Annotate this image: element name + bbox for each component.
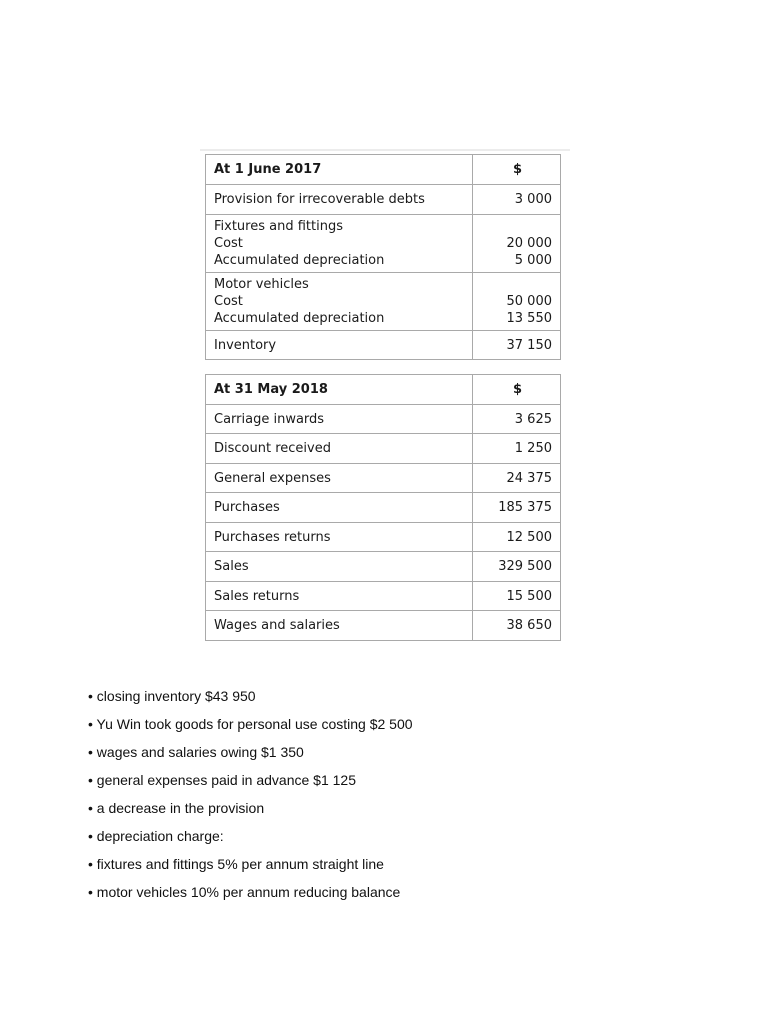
table-header-row <box>206 155 561 185</box>
list-item: • Yu Win took goods for personal use costing $2 500 <box>88 716 413 732</box>
row-amount: 37 150 <box>473 331 561 360</box>
table-row <box>206 331 561 360</box>
table-row <box>206 493 561 523</box>
table-row <box>206 611 561 641</box>
motor-vehicles-cost-amount: 50 000 <box>506 294 552 309</box>
table-row <box>206 185 561 215</box>
fixtures-depreciation-amount: 5 000 <box>514 253 552 268</box>
additional-information-list <box>88 687 413 911</box>
table-row <box>206 582 561 611</box>
row-label: Provision for irrecoverable debts <box>206 185 473 215</box>
row-label: Wages and salaries <box>206 611 473 641</box>
row-amount: 3 000 <box>473 185 561 215</box>
row-label: Purchases returns <box>206 523 473 552</box>
row-label: Inventory <box>206 331 473 360</box>
row-amount: 329 500 <box>473 552 561 582</box>
list-item: • closing inventory $43 950 <box>88 688 256 704</box>
motor-vehicles-amounts-cell <box>473 273 561 331</box>
list-item: • fixtures and fittings 5% per annum straight line <box>88 856 384 872</box>
fixtures-depreciation-label: Accumulated depreciation <box>214 253 385 268</box>
list-item: • general expenses paid in advance $1 125 <box>88 772 356 788</box>
header-currency-label: $ <box>473 375 561 405</box>
table-row <box>206 273 561 331</box>
row-label: Sales returns <box>206 582 473 611</box>
row-label: General expenses <box>206 464 473 493</box>
list-item: • depreciation charge: <box>88 828 224 844</box>
row-amount: 12 500 <box>473 523 561 552</box>
header-date-label: At 1 June 2017 <box>206 155 473 185</box>
row-amount: 1 250 <box>473 434 561 464</box>
motor-vehicles-depreciation-label: Accumulated depreciation <box>214 311 385 326</box>
row-label: Carriage inwards <box>206 405 473 434</box>
table-row <box>206 434 561 464</box>
motor-vehicles-cell <box>206 273 473 331</box>
row-label: Purchases <box>206 493 473 523</box>
table-row <box>206 552 561 582</box>
fixtures-cell <box>206 215 473 273</box>
table-row <box>206 464 561 493</box>
row-label: Discount received <box>206 434 473 464</box>
fixtures-cost-label: Cost <box>214 236 243 251</box>
row-amount: 15 500 <box>473 582 561 611</box>
motor-vehicles-title: Motor vehicles <box>214 277 309 292</box>
fixtures-amounts-cell <box>473 215 561 273</box>
list-item: • motor vehicles 10% per annum reducing balance <box>88 884 401 900</box>
row-amount: 185 375 <box>473 493 561 523</box>
motor-vehicles-depreciation-amount: 13 550 <box>506 311 552 326</box>
motor-vehicles-cost-label: Cost <box>214 294 243 309</box>
row-amount: 24 375 <box>473 464 561 493</box>
list-item: • wages and salaries owing $1 350 <box>88 744 304 760</box>
table-row <box>206 405 561 434</box>
header-date-label: At 31 May 2018 <box>206 375 473 405</box>
opening-balances-table <box>205 154 561 360</box>
row-amount: 38 650 <box>473 611 561 641</box>
row-amount: 3 625 <box>473 405 561 434</box>
table-top-shading <box>200 149 570 151</box>
fixtures-cost-amount: 20 000 <box>506 236 552 251</box>
list-item: • a decrease in the provision <box>88 800 265 816</box>
table-row <box>206 523 561 552</box>
year-end-balances-table <box>205 374 561 641</box>
header-currency-label: $ <box>473 155 561 185</box>
row-label: Sales <box>206 552 473 582</box>
table-row <box>206 215 561 273</box>
fixtures-title: Fixtures and fittings <box>214 219 343 234</box>
table-header-row <box>206 375 561 405</box>
